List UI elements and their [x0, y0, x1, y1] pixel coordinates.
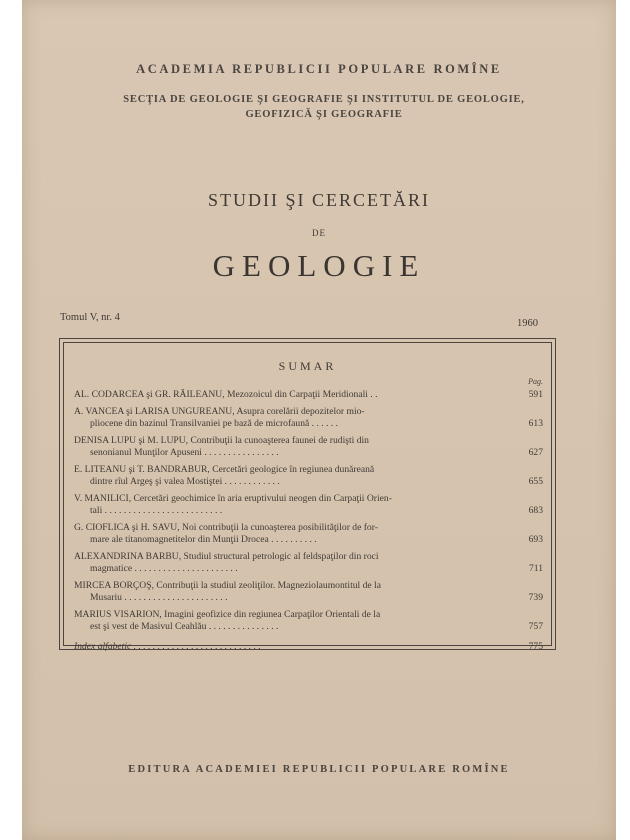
- toc-entry-page: 613: [528, 418, 543, 429]
- toc-entry-line-2: magmatice . . . . . . . . . . . . . . . . . . . . . .: [90, 563, 238, 574]
- title-de: DE: [312, 228, 326, 238]
- toc-entry-page: 683: [528, 505, 543, 516]
- index-page: 775: [528, 641, 543, 652]
- publisher-name: EDITURA ACADEMIEI REPUBLICII POPULARE ROMÎNE: [128, 764, 510, 775]
- contents-box: [59, 338, 556, 650]
- toc-entry-line-2: Musariu . . . . . . . . . . . . . . . . . . . . . .: [90, 592, 228, 603]
- toc-entry-page: 693: [528, 534, 543, 545]
- toc-entry-page: 711: [528, 563, 543, 574]
- section-line-1: SECŢIA DE GEOLOGIE ŞI GEOGRAFIE ŞI INSTITUTUL DE GEOLOGIE,: [123, 94, 525, 105]
- toc-entry: [74, 406, 543, 430]
- toc-entry-line-2: tali . . . . . . . . . . . . . . . . . . . . . . . . .: [90, 505, 223, 516]
- section-line-2: GEOFIZICĂ ŞI GEOGRAFIE: [245, 109, 403, 120]
- academy-name: ACADEMIA REPUBLICII POPULARE ROMÎNE: [136, 62, 502, 76]
- toc-entry: [74, 464, 543, 488]
- toc-entry-page: 739: [528, 592, 543, 603]
- toc-entry-line-2: senonianul Munţilor Apuseni . . . . . . . . . . . . . . . .: [90, 447, 279, 458]
- toc-entry: [74, 580, 543, 604]
- toc-entry-line-2: dintre rîul Argeş şi valea Mostiştei . . . . . . . . . . . .: [90, 476, 280, 487]
- toc-entry-page: 757: [528, 621, 543, 632]
- toc-entry-line-2: est şi vest de Masivul Ceahlău . . . . . . . . . . . . . . .: [90, 621, 279, 632]
- toc-entry-line-1: DENISA LUPU şi M. LUPU, Contribuţii la cunoaşterea faunei de rudişti din: [74, 435, 369, 446]
- page-column-label: Pag.: [528, 377, 543, 386]
- journal-title: GEOLOGIE: [212, 248, 426, 283]
- toc-entry-line-2: mare ale titanomagnetitelor din Munţii Drocea . . . . . . . . . .: [90, 534, 317, 545]
- index-label: Index alfabetic . . . . . . . . . . . . . . . . . . . . . . . . . . .: [74, 641, 261, 652]
- toc-entry-page: 591: [528, 389, 543, 400]
- toc-entry-page: 655: [528, 476, 543, 487]
- toc-entry-line-2: pliocene din bazinul Transilvaniei pe bază de microfaună . . . . . .: [90, 418, 339, 429]
- toc-entry: [74, 493, 543, 517]
- toc-entry-page: 627: [528, 447, 543, 458]
- toc-entry-line-1: AL. CODARCEA şi GR. RĂILEANU, Mezozoicul din Carpaţii Meridionali . .: [74, 389, 378, 400]
- contents-list: [74, 389, 543, 658]
- toc-entry: [74, 435, 543, 459]
- toc-entry-line-1: MARIUS VISARION, Imagini geofizice din regiunea Carpaţilor Orientali de la: [74, 609, 381, 620]
- toc-entry-line-1: G. CIOFLICA şi H. SAVU, Noi contribuţii la cunoaşterea posibilităţilor de for-: [74, 522, 378, 533]
- title-line-1: STUDII ŞI CERCETĂRI: [208, 190, 430, 210]
- journal-page: [22, 0, 616, 840]
- toc-entry-line-1: ALEXANDRINA BARBU, Studiul structural petrologic al feldspaţilor din roci: [74, 551, 379, 562]
- toc-index-entry: [74, 641, 543, 653]
- toc-entry: [74, 609, 543, 633]
- toc-entry: [74, 551, 543, 575]
- toc-entry-line-1: V. MANILICI, Cercetări geochimice în aria eruptivului neogen din Carpaţii Orien-: [74, 493, 392, 504]
- toc-entry-line-1: E. LITEANU şi T. BANDRABUR, Cercetări geologice în regiunea dunăreană: [74, 464, 375, 475]
- section-name: [62, 92, 586, 122]
- toc-entry: [74, 389, 543, 401]
- issue-year: 1960: [517, 318, 538, 329]
- toc-entry-line-1: MIRCEA BORÇOŞ, Contribuţii la studiul zeoliţilor. Magneziolaumontitul de la: [74, 580, 381, 591]
- toc-entry: [74, 522, 543, 546]
- volume-number: Tomul V, nr. 4: [60, 312, 120, 323]
- contents-heading: SUMAR: [278, 359, 337, 373]
- toc-entry-line-1: A. VANCEA şi LARISA UNGUREANU, Asupra corelării depozitelor mio-: [74, 406, 365, 417]
